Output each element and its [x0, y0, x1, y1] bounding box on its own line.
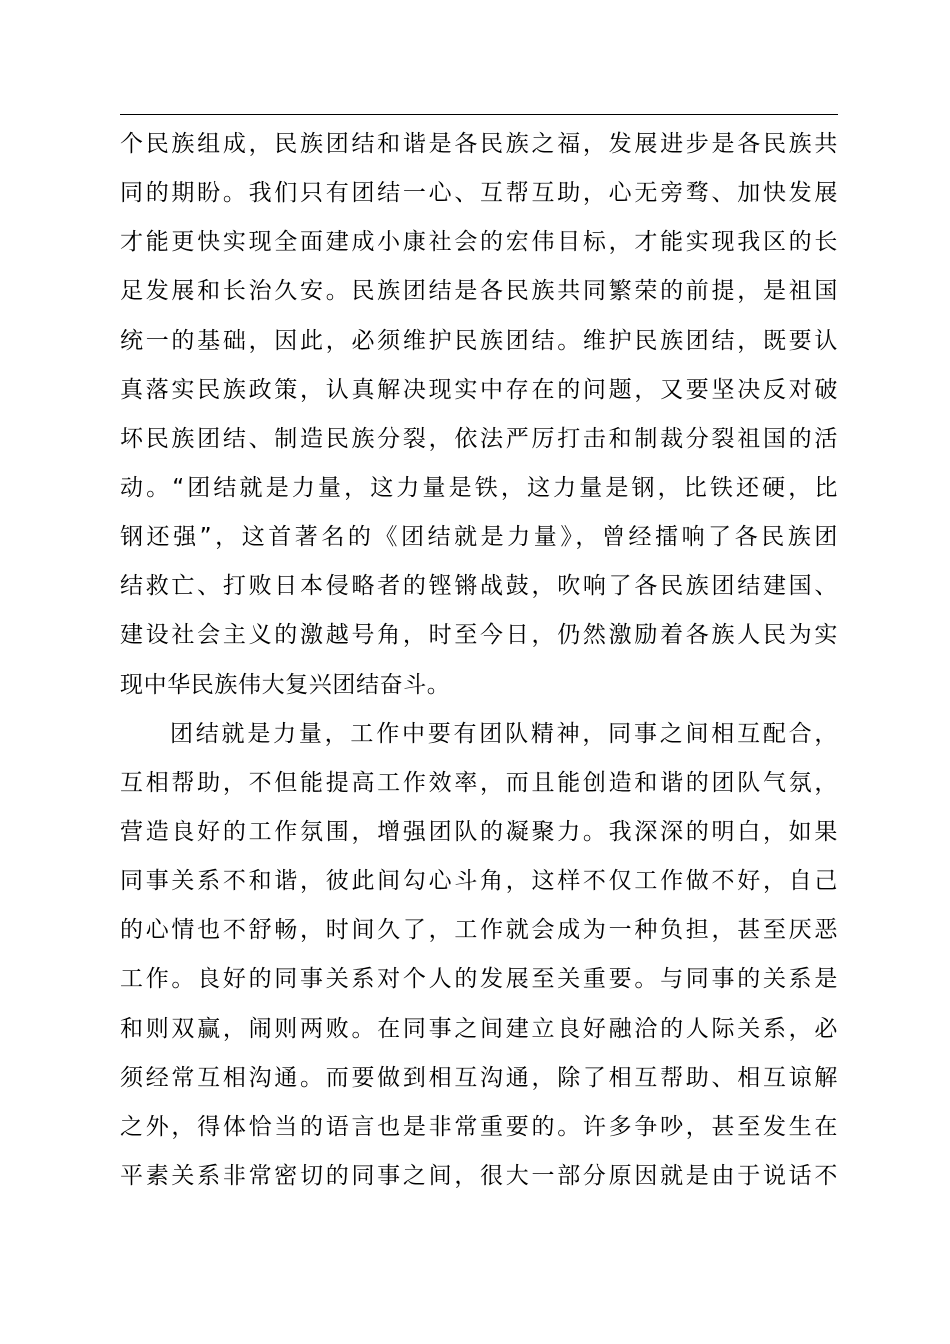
text-line: 足发展和长治久安。民族团结是各民族共同繁荣的前提，是祖国	[120, 278, 838, 305]
text-line: 坏民族团结、制造民族分裂，依法严厉打击和制裁分裂祖国的活	[120, 425, 838, 452]
body-text	[120, 120, 838, 1201]
text-line: 结救亡、打败日本侵略者的铿锵战鼓，吹响了各民族团结建国、	[120, 573, 838, 600]
text-line: 和则双赢，闹则两败。在同事之间建立良好融洽的人际关系，必	[120, 1015, 838, 1042]
header-rule	[120, 114, 838, 115]
text-line: 才能更快实现全面建成小康社会的宏伟目标，才能实现我区的长	[120, 229, 838, 256]
paragraph-1	[120, 120, 838, 710]
text-line: 同的期盼。我们只有团结一心、互帮互助，心无旁骛、加快发展	[120, 180, 838, 207]
text-line: 钢还强”，这首著名的《团结就是力量》，曾经擂响了各民族团	[120, 524, 838, 551]
text-line: 营造良好的工作氛围，增强团队的凝聚力。我深深的明白，如果	[120, 818, 838, 845]
text-line: 建设社会主义的激越号角，时至今日，仍然激励着各族人民为实	[120, 622, 838, 649]
paragraph-2	[120, 710, 838, 1201]
text-line: 互相帮助，不但能提高工作效率，而且能创造和谐的团队气氛，	[120, 769, 838, 796]
text-line: 真落实民族政策，认真解决现实中存在的问题，又要坚决反对破	[120, 376, 838, 403]
text-line: 统一的基础，因此，必须维护民族团结。维护民族团结，既要认	[120, 327, 838, 354]
text-line: 现中华民族伟大复兴团结奋斗。	[120, 671, 451, 698]
text-line: 平素关系非常密切的同事之间，很大一部分原因就是由于说话不	[120, 1162, 838, 1189]
text-line: 工作。良好的同事关系对个人的发展至关重要。与同事的关系是	[120, 966, 838, 993]
text-line: 之外，得体恰当的语言也是非常重要的。许多争吵，甚至发生在	[120, 1113, 838, 1140]
text-line: 须经常互相沟通。而要做到相互沟通，除了相互帮助、相互谅解	[120, 1064, 838, 1091]
text-line: 团结就是力量，工作中要有团队精神，同事之间相互配合，	[170, 720, 838, 747]
text-line: 的心情也不舒畅，时间久了，工作就会成为一种负担，甚至厌恶	[120, 917, 838, 944]
text-line: 个民族组成，民族团结和谐是各民族之福，发展进步是各民族共	[120, 131, 838, 157]
text-line: 同事关系不和谐，彼此间勾心斗角，这样不仅工作做不好，自己	[120, 868, 838, 895]
text-line: 动。“团结就是力量，这力量是铁，这力量是钢，比铁还硬，比	[120, 474, 838, 501]
